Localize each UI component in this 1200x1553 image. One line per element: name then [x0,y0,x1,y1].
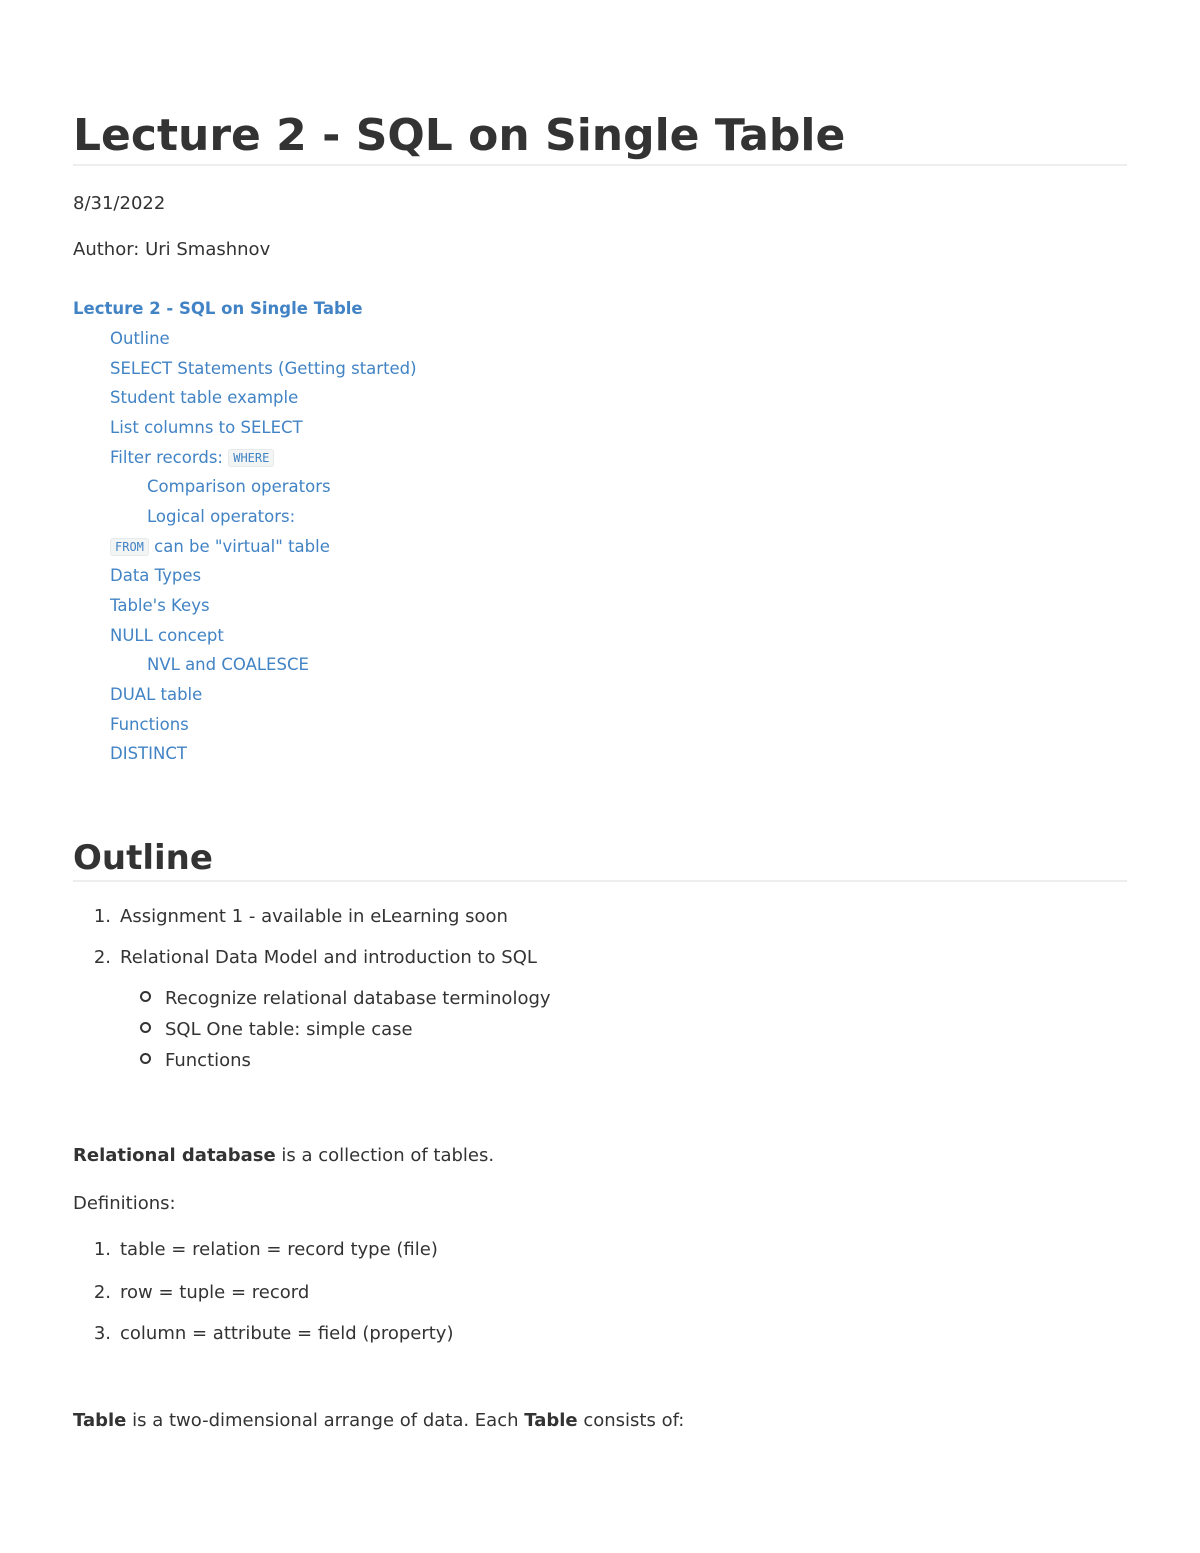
toc-link-select-statements[interactable]: SELECT Statements (Getting started) [110,359,417,378]
toc-link-from-label: can be "virtual" table [148,537,330,556]
toc-link-distinct[interactable]: DISTINCT [110,744,187,763]
toc-link-comparison-operators[interactable]: Comparison operators [147,477,331,496]
list-item [73,946,537,970]
toc-link-root[interactable]: Lecture 2 - SQL on Single Table [73,299,363,318]
list-item [73,1238,438,1262]
toc-link-from-virtual-table[interactable] [110,535,330,559]
table-definition-paragraph [73,1409,684,1433]
bullet-item [140,1018,413,1042]
list-number: 3. [93,1323,111,1344]
circle-bullet-icon [140,1053,151,1064]
list-item-text: Assignment 1 - available in eLearning soon [120,906,508,927]
document-author: Author: Uri Smashnov [73,239,271,260]
relational-database-term: Relational database [73,1145,276,1166]
toc-link-outline[interactable]: Outline [110,329,170,348]
bullet-item-text: Recognize relational database terminology [165,988,551,1009]
list-item-text: row = tuple = record [120,1282,310,1303]
bullet-item [140,987,551,1011]
list-item [73,1281,309,1305]
list-number: 2. [93,1282,111,1303]
list-item-text: Relational Data Model and introduction to SQL [120,947,537,968]
toc-link-null-concept[interactable]: NULL concept [110,626,224,645]
where-code: WHERE [228,449,274,467]
page-title: Lecture 2 - SQL on Single Table [73,108,1127,166]
toc-link-table-keys[interactable]: Table's Keys [110,596,210,615]
toc-link-student-table-example[interactable]: Student table example [110,388,299,407]
toc-link-logical-operators[interactable]: Logical operators: [147,507,296,526]
document-date: 8/31/2022 [73,193,166,214]
toc-link-dual-table[interactable]: DUAL table [110,685,203,704]
list-item-text: column = attribute = field (property) [120,1323,454,1344]
relational-database-paragraph [73,1144,494,1168]
bullet-item-text: Functions [165,1050,251,1071]
list-number: 2. [93,947,111,968]
list-item-text: table = relation = record type (file) [120,1239,438,1260]
definitions-label: Definitions: [73,1193,176,1214]
list-number: 1. [93,906,111,927]
toc-link-functions[interactable]: Functions [110,715,189,734]
table-term: Table [524,1410,578,1431]
toc-link-filter-records[interactable] [110,446,274,470]
list-item [73,1322,453,1346]
toc-link-data-types[interactable]: Data Types [110,566,202,585]
list-number: 1. [93,1239,111,1260]
circle-bullet-icon [140,1022,151,1033]
table-term: Table [73,1410,127,1431]
bullet-item [140,1049,251,1073]
table-definition-end: consists of: [577,1410,685,1431]
relational-database-text: is a collection of tables. [275,1145,495,1166]
outline-heading: Outline [73,836,1127,882]
circle-bullet-icon [140,991,151,1002]
toc-link-filter-records-label: Filter records: [110,448,229,467]
table-definition-text: is a two-dimensional arrange of data. Each [126,1410,525,1431]
toc-link-list-columns[interactable]: List columns to SELECT [110,418,303,437]
bullet-item-text: SQL One table: simple case [165,1019,413,1040]
list-item [73,905,508,929]
toc-link-nvl-coalesce[interactable]: NVL and COALESCE [147,655,309,674]
from-code: FROM [110,538,149,556]
